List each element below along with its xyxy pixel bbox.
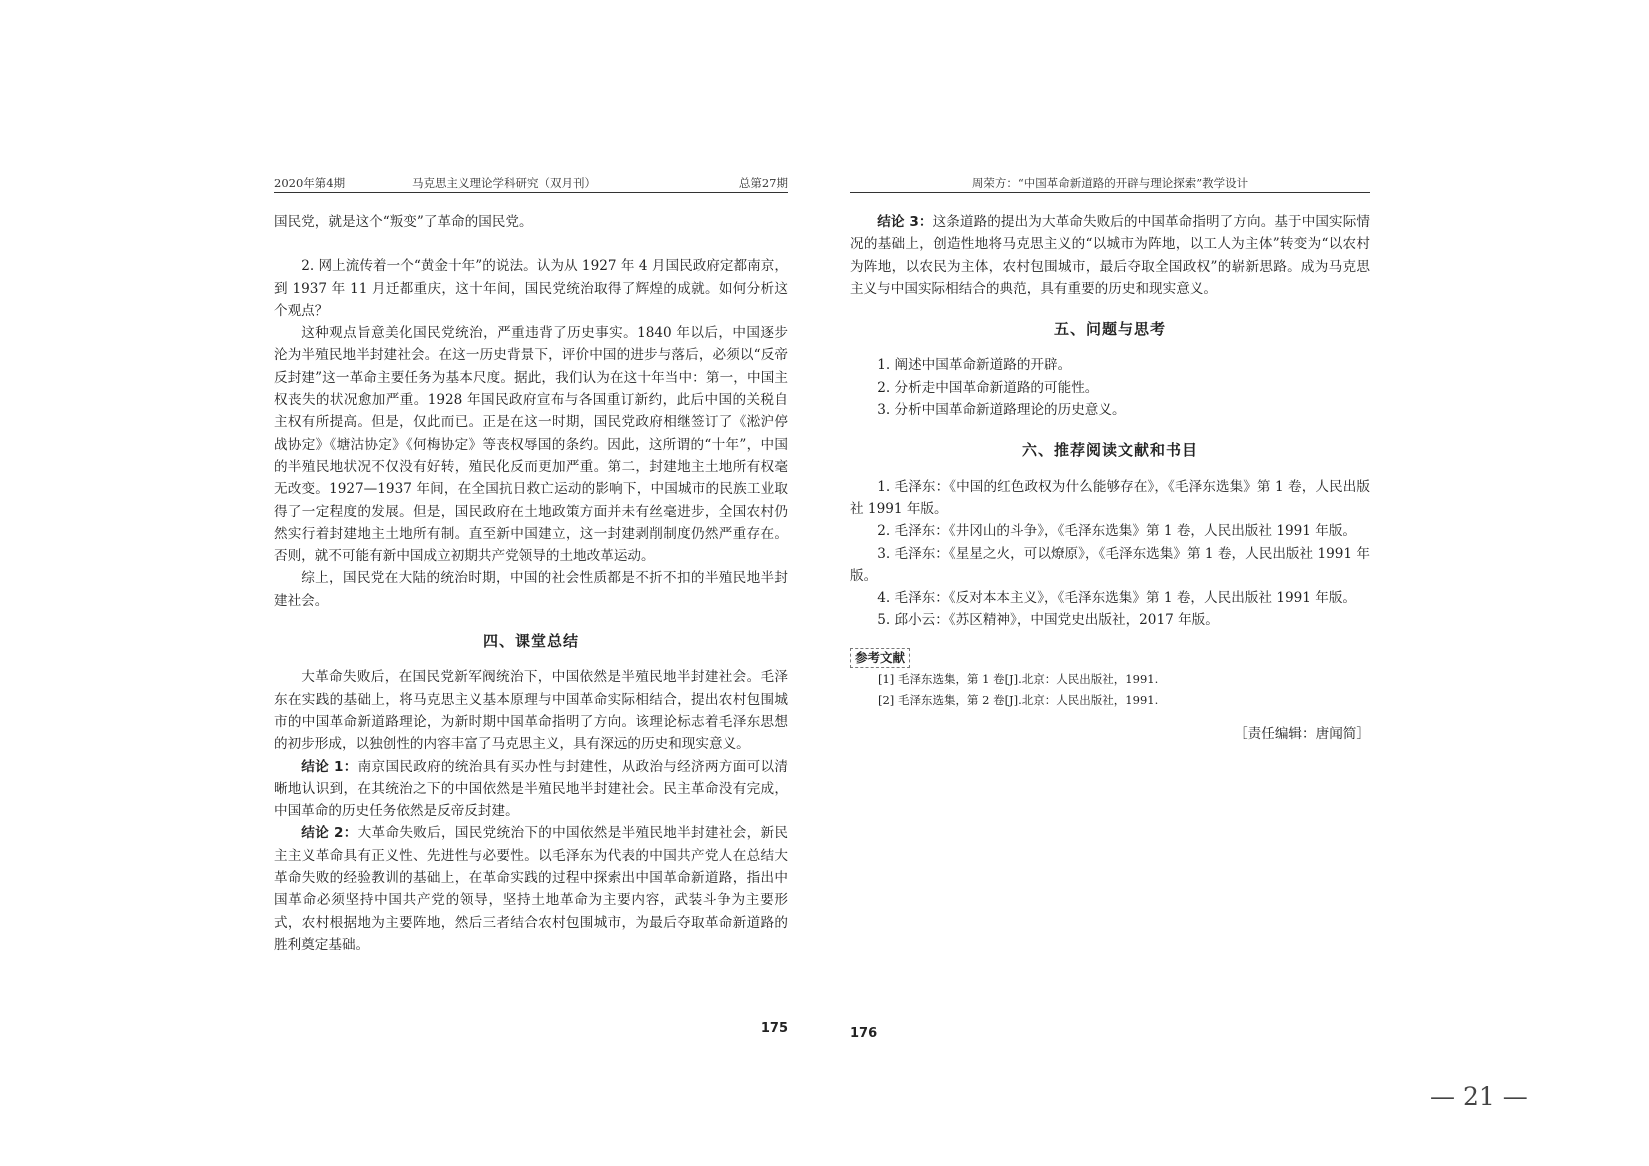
right-body xyxy=(850,211,1370,745)
reference-item: [1] 毛泽东选集，第 1 卷[J].北京：人民出版社，1991. xyxy=(878,672,1159,687)
left-body xyxy=(274,211,788,956)
page-number: 175 xyxy=(760,1021,788,1036)
conclusion-2-text: 大革命失败后，国民党统治下的中国依然是半殖民地半封建社会，新民主主义革命具有正义性、先进性与必要性。以毛泽东为代表的中国共产党人在总结大革命失败的经验教训的基础上，在革命实践的过程中探索出中国革命新道路，指出中国革命必须坚持中国共产党的领导，坚持土地革命为主要内容，武装斗争为主要形式，农村根据地为主要阵地，然后三者结合农村包围城市，为最后夺取革命新道路的胜利奠定基础。 xyxy=(274,825,788,953)
total-issue-label: 总第27期 xyxy=(738,176,788,190)
article-title-header: 周荣方：“中国革命新道路的开辟与理论探索”教学设计 xyxy=(971,176,1249,190)
conclusion-2-lead: 结论 2： xyxy=(301,825,358,842)
summary-paragraph: 大革命失败后，在国民党新军阀统治下，中国依然是半殖民地半封建社会。毛泽东在实践的基础上，将马克思主义基本原理与中国革命实际相结合，提出农村包围城市的中国革命新道路理论，为新时期中国革命指明了方向。该理论标志着毛泽东思想的初步形成，以独创性的内容丰富了马克思主义，具有深远的历史和现实意义。 xyxy=(274,669,788,753)
issue-label: 2020年第4期 xyxy=(274,176,346,190)
section-heading-questions: 五、问题与思考 xyxy=(1053,320,1166,339)
conclusion-1 xyxy=(274,756,788,823)
question-item: 3. 分析中国革命新道路理论的历史意义。 xyxy=(877,402,1126,419)
conclusion-3-lead: 结论 3： xyxy=(877,214,933,230)
conclusion-3-text: 这条道路的提出为大革命失败后的中国革命指明了方向。基于中国实际情况的基础上，创造性地将马克思主义的“以城市为阵地，以工人为主体”转变为“以农村为阵地，以农民为主体，农村包围城市，最后夺取全国政权”的崭新思路。成为马克思主义与中国实际相结合的典范，具有重要的历史和现实意义。 xyxy=(850,214,1370,297)
paragraph: 国民党，就是这个“叛变”了革命的国民党。 xyxy=(274,214,533,230)
reading-item: 3. 毛泽东：《星星之火，可以燎原》，《毛泽东选集》第 1 卷，人民出版社 1991 年版。 xyxy=(850,545,1370,584)
right-running-header xyxy=(850,173,1370,193)
left-running-header xyxy=(274,173,788,193)
conclusion-1-text: 南京国民政府的统治具有买办性与封建性，从政治与经济两方面可以清晰地认识到，在其统治之下的中国依然是半殖民地半封建社会。民主革命没有完成，中国革命的历史任务依然是反帝反封建。 xyxy=(274,758,788,820)
paragraph: 综上，国民党在大陆的统治时期，中国的社会性质都是不折不扣的半殖民地半封建社会。 xyxy=(274,570,788,609)
reference-item: [2] 毛泽东选集，第 2 卷[J].北京：人民出版社，1991. xyxy=(878,693,1159,708)
reading-item: 5. 邱小云：《苏区精神》，中国党史出版社，2017 年版。 xyxy=(877,612,1219,629)
right-page xyxy=(850,0,1370,1166)
section-heading-readings: 六、推荐阅读文献和书目 xyxy=(1021,441,1198,460)
references-heading: 参考文献 xyxy=(850,648,910,668)
question-paragraph: 2. 网上流传着一个“黄金十年”的说法。认为从 1927 年 4 月国民政府定都南京，到 1937 年 11 月迁都重庆，这十年间，国民党统治取得了辉煌的成就。如何分析这个观点？ xyxy=(274,258,788,319)
scan-page-number: — 21 — xyxy=(1430,1082,1528,1111)
reading-item: 1. 毛泽东：《中国的红色政权为什么能够存在》，《毛泽东选集》第 1 卷，人民出版社 1991 年版。 xyxy=(850,478,1370,517)
page-number: 176 xyxy=(850,1026,878,1041)
paragraph: 这种观点旨意美化国民党统治，严重违背了历史事实。1840 年以后，中国逐步沦为半殖民地半封建社会。在这一历史背景下，评价中国的进步与落后，必须以“反帝反封建”这一革命主要任务为基本尺度。据此，我们认为在这十年当中：第一，中国主权丧失的状况愈加严重。1928 年国民政府宣布与各国重订新约，此后中国的关税自主权有所提高。但是，仅此而已。正是在这一时期，国民党政府相继签订了《淞沪停战协定》《塘沽协定》《何梅协定》等丧权辱国的条约。因此，这所谓的“十年”，中国的半殖民地状况不仅没有好转，殖民化反而更加严重。第二，封建地主土地所有权毫无改变。1927—1937 年间，在全国抗日救亡运动的影响下，中国城市的民族工业取得了一定程度的发展。但是，国民政府在土地政策方面并未有丝毫进步，全国农村仍然实行着封建地主土地所有制。直至新中国建立，这一封建剥削制度仍然严重存在。否则，就不可能有新中国成立初期共产党领导的土地改革运动。 xyxy=(274,325,788,565)
editor-credit: ［责任编辑：唐闻简］ xyxy=(1234,726,1370,743)
question-item: 1. 阐述中国革命新道路的开辟。 xyxy=(877,357,1072,374)
reading-item: 4. 毛泽东：《反对本本主义》，《毛泽东选集》第 1 卷，人民出版社 1991 年版。 xyxy=(877,590,1357,607)
reading-item: 2. 毛泽东：《井冈山的斗争》，《毛泽东选集》第 1 卷，人民出版社 1991 年版。 xyxy=(877,523,1357,540)
question-item: 2. 分析走中国革命新道路的可能性。 xyxy=(877,379,1099,396)
conclusion-1-lead: 结论 1： xyxy=(301,758,358,775)
conclusion-2 xyxy=(274,822,788,956)
section-heading-summary: 四、课堂总结 xyxy=(482,632,579,651)
left-page xyxy=(274,0,788,1166)
conclusion-3 xyxy=(850,211,1370,300)
journal-title: 马克思主义理论学科研究（双月刊） xyxy=(412,176,596,190)
